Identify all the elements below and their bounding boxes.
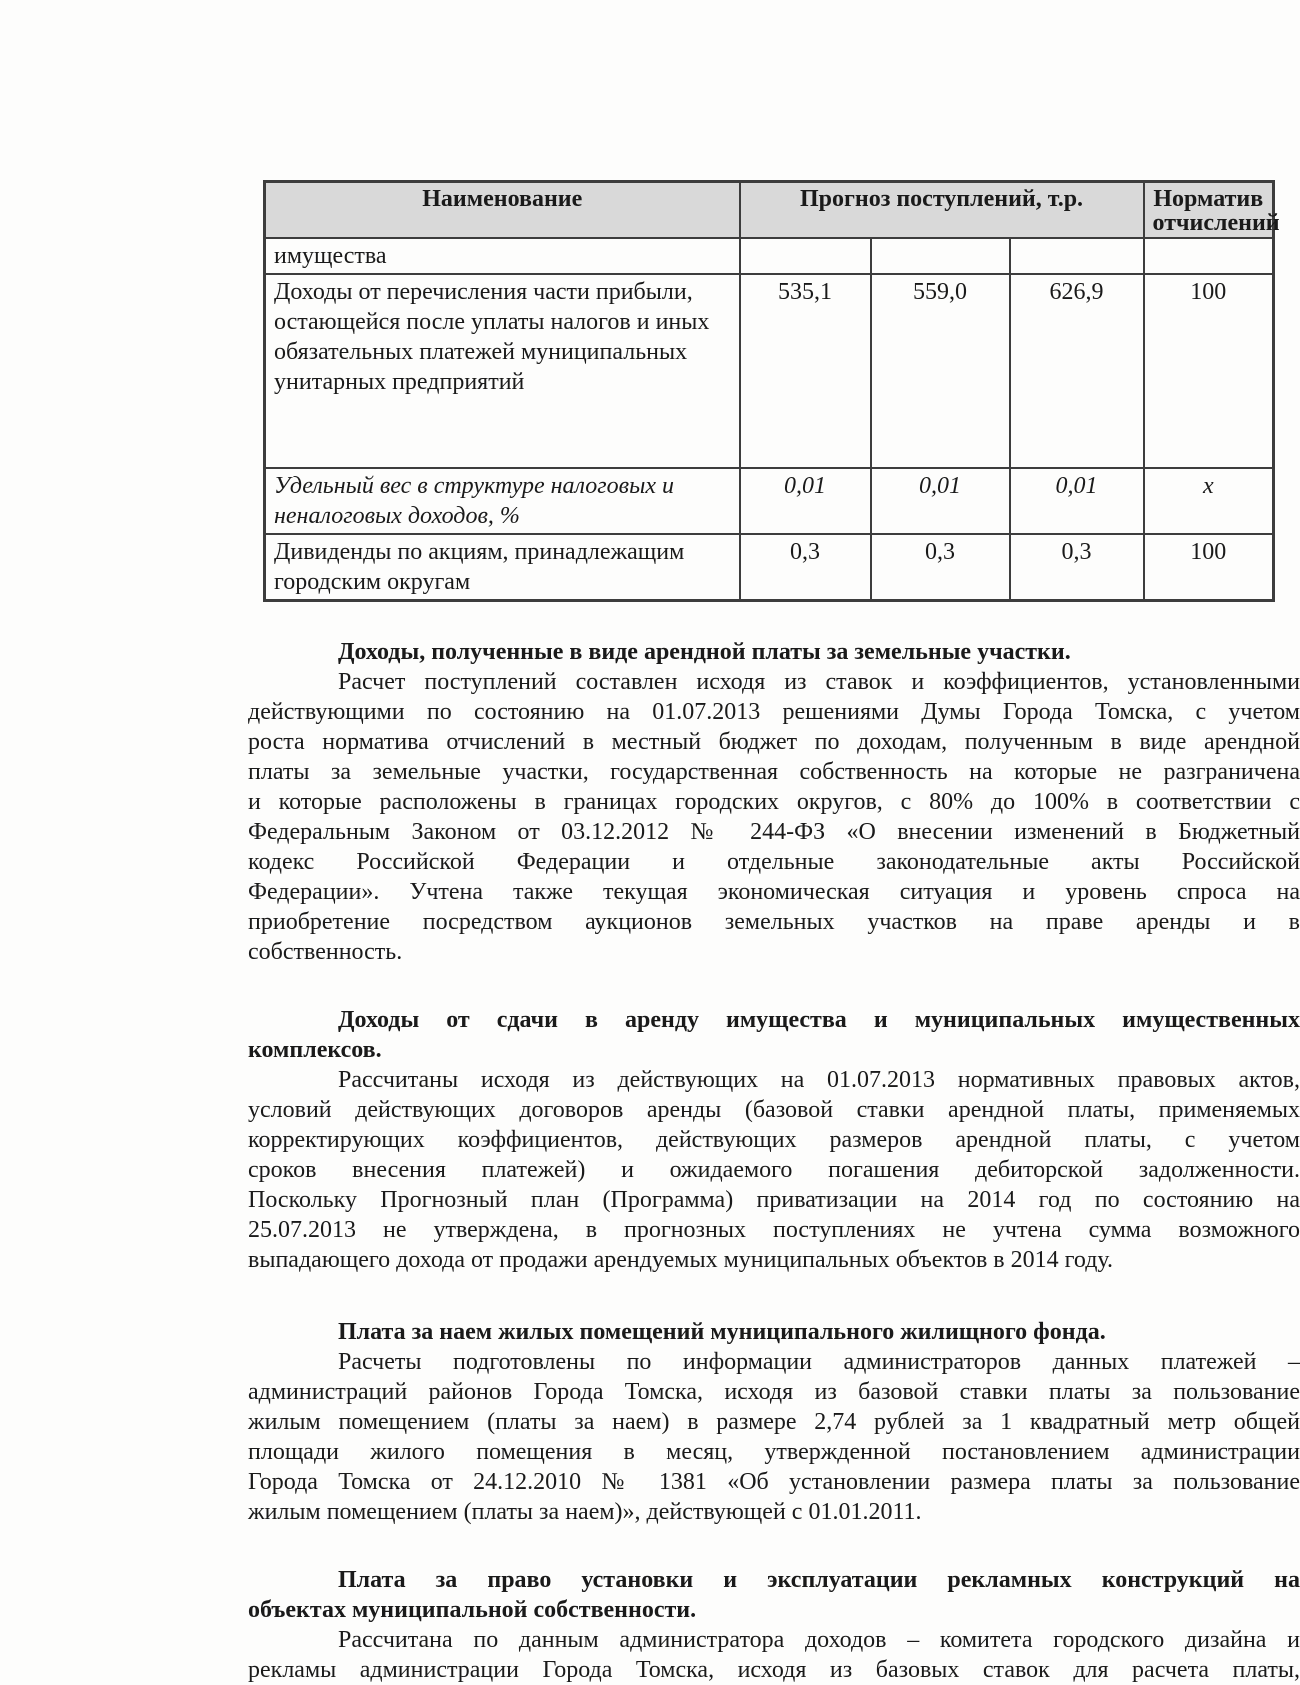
- column-header-forecast: Прогноз поступлений, т.р.: [740, 182, 1144, 239]
- section: [248, 1317, 1300, 1527]
- body-text-line: действующими по состоянию на 01.07.2013 решениями Думы Города Томска, с учетом: [248, 699, 1300, 725]
- section-heading-line: Доходы, полученные в виде арендной платы за земельные участки.: [338, 639, 1071, 665]
- document-sections: [248, 637, 1300, 1685]
- table-header-row: [265, 182, 1274, 239]
- section: [248, 1005, 1300, 1275]
- row-value-cell: 0,3: [740, 534, 871, 601]
- section: [248, 1565, 1300, 1685]
- row-value-cell: 100: [1144, 274, 1274, 468]
- section-heading-line: Плата за наем жилых помещений муниципального жилищного фонда.: [338, 1319, 1106, 1345]
- row-value-cell: [740, 238, 871, 274]
- row-value-cell: 0,3: [871, 534, 1010, 601]
- body-text-line: роста норматива отчислений в местный бюджет по доходам, полученным в виде арендной: [248, 729, 1300, 755]
- revenue-forecast-table: [263, 180, 1280, 602]
- body-text-line: площади жилого помещения в месяц, утвержденной постановлением администрации: [248, 1439, 1300, 1465]
- row-value-cell: [871, 238, 1010, 274]
- row-value-cell: 535,1: [740, 274, 871, 468]
- body-text-line: и которые расположены в границах городских округов, с 80% до 100% в соответствии с: [248, 789, 1300, 815]
- body-text-line: приобретение посредством аукционов земельных участков на праве аренды и в: [248, 909, 1300, 935]
- row-name-cell: имущества: [265, 238, 740, 274]
- row-value-cell: 626,9: [1010, 274, 1144, 468]
- body-text-line: корректирующих коэффициентов, действующих размеров арендной платы, с учетом: [248, 1127, 1300, 1153]
- row-value-cell: 0,01: [740, 468, 871, 534]
- table-row: [265, 238, 1274, 274]
- body-text-line: рекламы администрации Города Томска, исходя из базовых ставок для расчета платы,: [248, 1657, 1300, 1683]
- body-text-line: Поскольку Прогнозный план (Программа) приватизации на 2014 год по состоянию на: [248, 1187, 1300, 1213]
- row-value-cell: 0,01: [871, 468, 1010, 534]
- section-heading-line: комплексов.: [248, 1037, 382, 1063]
- row-name-cell: Доходы от перечисления части прибыли, остающейся после уплаты налогов и иных обязательных платежей муниципальных унитарных предприятий: [265, 274, 740, 468]
- body-text-line: Федеральным Законом от 03.12.2012 № 244-ФЗ «О внесении изменений в Бюджетный: [248, 819, 1300, 845]
- body-text-line: 25.07.2013 не утверждена, в прогнозных поступлениях не учтена сумма возможного: [248, 1217, 1300, 1243]
- row-value-cell: 559,0: [871, 274, 1010, 468]
- row-name-cell: Удельный вес в структуре налоговых и неналоговых доходов, %: [265, 468, 740, 534]
- body-text-line: администраций районов Города Томска, исходя из базовой ставки платы за пользование: [248, 1379, 1300, 1405]
- column-header-norm: Норматив отчислений: [1144, 182, 1274, 239]
- column-header-name: Наименование: [265, 182, 740, 239]
- body-text-line: кодекс Российской Федерации и отдельные законодательные акты Российской: [248, 849, 1300, 875]
- section-heading-line: Плата за право установки и эксплуатации рекламных конструкций на: [338, 1567, 1300, 1593]
- row-value-cell: x: [1144, 468, 1274, 534]
- body-text-line: Расчеты подготовлены по информации администраторов данных платежей –: [338, 1349, 1300, 1375]
- body-text-line: выпадающего дохода от продажи арендуемых муниципальных объектов в 2014 году.: [248, 1247, 1113, 1273]
- table-row: [265, 534, 1274, 601]
- body-text-line: условий действующих договоров аренды (базовой ставки арендной платы, применяемых: [248, 1097, 1300, 1123]
- document-content: [248, 0, 1300, 1685]
- body-text-line: сроков внесения платежей) и ожидаемого погашения дебиторской задолженности.: [248, 1157, 1300, 1183]
- body-text-line: жилым помещением (платы за наем) в размере 2,74 рублей за 1 квадратный метр общей: [248, 1409, 1300, 1435]
- section-heading-line: Доходы от сдачи в аренду имущества и муниципальных имущественных: [338, 1007, 1300, 1033]
- table-row: [265, 274, 1274, 468]
- body-text-line: Расчет поступлений составлен исходя из ставок и коэффициентов, установленными: [338, 669, 1300, 695]
- section-heading-line: объектах муниципальной собственности.: [248, 1597, 697, 1623]
- body-text-line: Рассчитаны исходя из действующих на 01.07.2013 нормативных правовых актов,: [338, 1067, 1300, 1093]
- body-text-line: Рассчитана по данным администратора доходов – комитета городского дизайна и: [338, 1627, 1300, 1653]
- row-value-cell: [1144, 238, 1274, 274]
- body-text-line: собственность.: [248, 939, 403, 965]
- row-value-cell: 0,01: [1010, 468, 1144, 534]
- row-value-cell: 100: [1144, 534, 1274, 601]
- row-value-cell: [1010, 238, 1144, 274]
- body-text-line: жилым помещением (платы за наем)», действующей с 01.01.2011.: [248, 1499, 922, 1525]
- body-text-line: Города Томска от 24.12.2010 № 1381 «Об установлении размера платы за пользование: [248, 1469, 1300, 1495]
- row-name-cell: Дивиденды по акциям, принадлежащим городским округам: [265, 534, 740, 601]
- section: [248, 637, 1300, 967]
- body-text-line: платы за земельные участки, государственная собственность на которые не разграничена: [248, 759, 1300, 785]
- table-row: [265, 468, 1274, 534]
- row-value-cell: 0,3: [1010, 534, 1144, 601]
- body-text-line: Федерации». Учтена также текущая экономическая ситуация и уровень спроса на: [248, 879, 1300, 905]
